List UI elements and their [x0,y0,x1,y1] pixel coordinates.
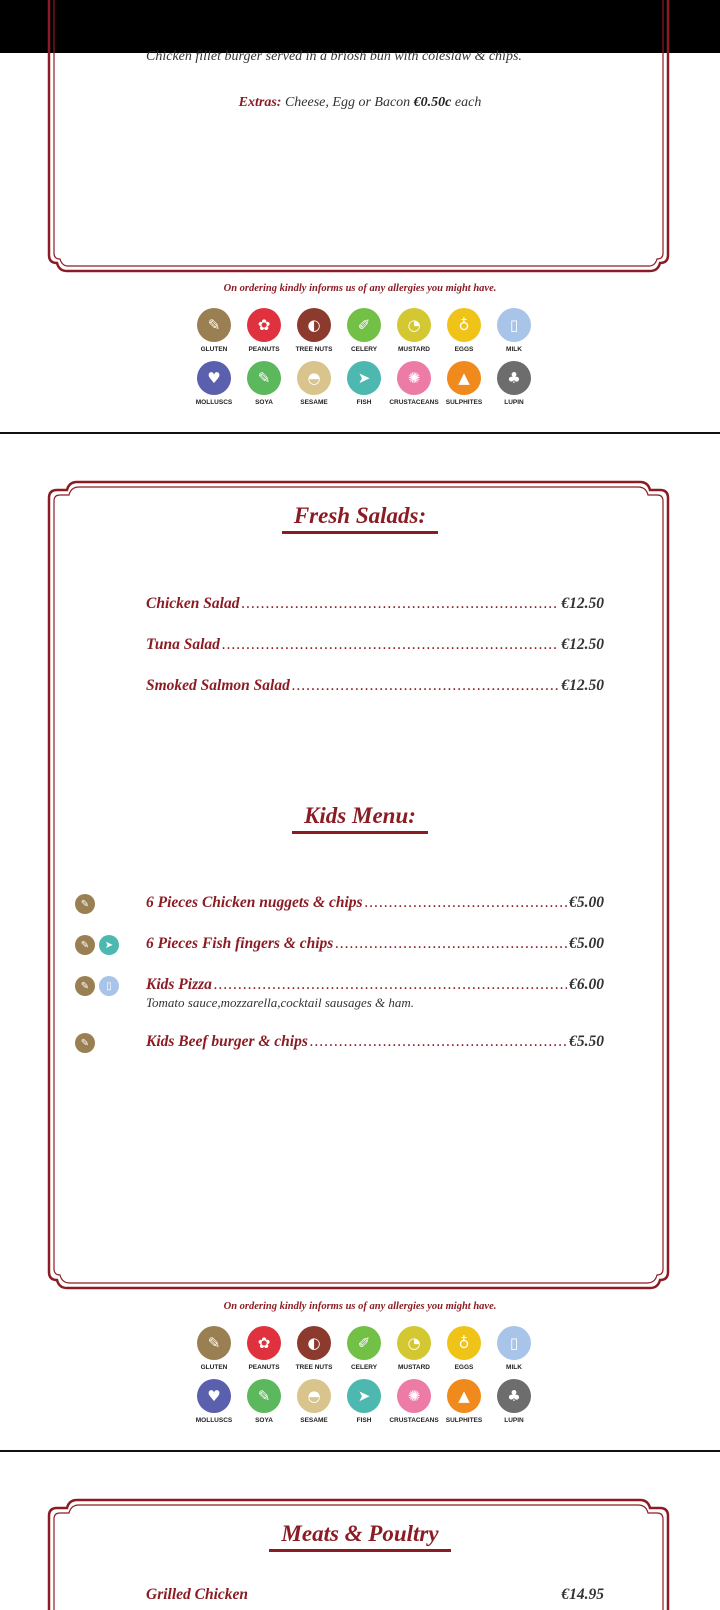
allergen-crustaceans [389,1379,439,1424]
allergen-label: SULPHITES [445,399,483,406]
allergen-label: GLUTEN [200,346,228,353]
allergen-celery [339,1326,389,1371]
wheat-icon: ✎ [197,308,231,342]
mustard-icon: ◔ [397,1326,431,1360]
celery-icon: ✐ [347,1326,381,1360]
allergen-milk [489,308,539,353]
allergen-peanuts [239,308,289,353]
allergen-label: MUSTARD [397,346,430,353]
menu-item-chicken-nuggets: 6 Pieces Chicken nuggets & chips ..... €5.00 [146,894,604,912]
allergen-row-2 [189,361,539,406]
allergen-lupin [489,1379,539,1424]
allergen-molluscs [189,1379,239,1424]
allergen-row-1 [189,1326,539,1371]
allergen-label: MILK [506,1364,522,1371]
crustacean-icon: ✺ [397,361,431,395]
crustacean-icon: ✺ [397,1379,431,1413]
soya-icon: ✎ [247,361,281,395]
allergen-label: FISH [356,399,372,406]
allergen-label: FISH [356,1417,372,1424]
milk-icon: ▯ [99,976,119,996]
gluten-icon: ✎ [75,894,95,914]
allergen-label: MILK [506,346,522,353]
allergen-lupin [489,361,539,406]
allergen-label: TREE NUTS [295,346,333,353]
mollusc-icon: ♥ [197,1379,231,1413]
allergen-label: MOLLUSCS [195,1417,233,1424]
section-title-kids: Kids Menu: [0,803,720,834]
allergen-label: LUPIN [504,1417,524,1424]
allergen-fish [339,1379,389,1424]
menu-item-tuna-salad: Tuna Salad ..... €12.50 [146,636,604,654]
allergen-soya [239,1379,289,1424]
allergen-sulphites [439,361,489,406]
allergen-label: MOLLUSCS [195,399,233,406]
allergen-label: EGGS [454,1364,474,1371]
tree-nut-icon: ◐ [297,308,331,342]
allergen-label: CELERY [350,1364,378,1371]
egg-icon: ♁ [447,308,481,342]
gluten-icon: ✎ [75,976,95,996]
allergen-label: PEANUTS [248,346,280,353]
menu-item-smoked-salmon-salad: Smoked Salmon Salad ..... €12.50 [146,677,604,695]
egg-icon: ♁ [447,1326,481,1360]
celery-icon: ✐ [347,308,381,342]
allergen-fish [339,361,389,406]
allergen-soya [239,361,289,406]
sesame-icon: ◓ [297,361,331,395]
allergen-label: TREE NUTS [295,1364,333,1371]
sulphite-icon: ▲ [447,1379,481,1413]
allergen-sesame [289,361,339,406]
extras-label: Extras: [238,95,282,110]
sesame-icon: ◓ [297,1379,331,1413]
allergy-note: On ordering kindly informs us of any allergies you might have. [223,283,497,294]
tree-nut-icon: ◐ [297,1326,331,1360]
item-description: Chicken fillet burger served in a briosh bun with coleslaw & chips. [146,49,522,64]
allergen-label: SOYA [255,399,273,406]
sulphite-icon: ▲ [447,361,481,395]
mustard-icon: ◔ [397,308,431,342]
menu-item-kids-pizza: Kids Pizza ..... €6.00 [146,976,604,994]
gluten-icon: ✎ [75,935,95,955]
allergen-label: CELERY [350,346,378,353]
allergen-label: SOYA [255,1417,273,1424]
allergen-eggs [439,308,489,353]
menu-item-fish-fingers: 6 Pieces Fish fingers & chips ..... €5.00 [146,935,604,953]
allergen-crustaceans [389,361,439,406]
peanut-icon: ✿ [247,1326,281,1360]
menu-frame-1 [48,0,669,279]
fish-icon: ➤ [347,1379,381,1413]
allergen-mustard [389,1326,439,1371]
extras-price: €0.50c [413,95,452,110]
allergen-label: EGGS [454,346,474,353]
allergen-milk [489,1326,539,1371]
allergen-sulphites [439,1379,489,1424]
section-title-salads: Fresh Salads: [0,503,720,534]
allergen-label: CRUSTACEANS [389,399,439,406]
allergen-label: CRUSTACEANS [389,1417,439,1424]
allergen-celery [339,308,389,353]
lupin-icon: ♣ [497,361,531,395]
soya-icon: ✎ [247,1379,281,1413]
lupin-icon: ♣ [497,1379,531,1413]
extras-suffix: each [451,95,482,110]
peanut-icon: ✿ [247,308,281,342]
fish-icon: ➤ [347,361,381,395]
gluten-icon: ✎ [75,1033,95,1053]
allergen-label: GLUTEN [200,1364,228,1371]
extras-line [0,95,720,111]
fish-icon: ➤ [99,935,119,955]
milk-icon: ▯ [497,308,531,342]
milk-icon: ▯ [497,1326,531,1360]
allergen-peanuts [239,1326,289,1371]
allergen-label: LUPIN [504,399,524,406]
allergen-row-1 [189,308,539,353]
section-title-meats: Meats & Poultry [0,1521,720,1552]
menu-item-chicken-salad: Chicken Salad ..... €12.50 [146,595,604,613]
allergen-eggs [439,1326,489,1371]
allergen-label: SESAME [300,1417,328,1424]
wheat-icon: ✎ [197,1326,231,1360]
extras-text: Cheese, Egg or Bacon [281,95,414,110]
allergen-label: SULPHITES [445,1417,483,1424]
allergen-tree-nuts [289,308,339,353]
mollusc-icon: ♥ [197,361,231,395]
allergen-gluten [189,1326,239,1371]
allergen-tree-nuts [289,1326,339,1371]
page-divider [0,1450,720,1452]
allergen-label: PEANUTS [248,1364,280,1371]
allergen-mustard [389,308,439,353]
allergen-molluscs [189,361,239,406]
allergen-label: SESAME [300,399,328,406]
allergen-gluten [189,308,239,353]
allergen-row-2 [189,1379,539,1424]
page-divider [0,432,720,434]
kids-pizza-description: Tomato sauce,mozzarella,cocktail sausages & ham. [146,995,415,1010]
menu-item-grilled-chicken: Grilled Chicken €14.95 [146,1586,604,1603]
allergen-label: MUSTARD [397,1364,430,1371]
allergy-note: On ordering kindly informs us of any allergies you might have. [223,1301,497,1312]
menu-item-kids-beef-burger: Kids Beef burger & chips ..... €5.50 [146,1033,604,1051]
allergen-sesame [289,1379,339,1424]
